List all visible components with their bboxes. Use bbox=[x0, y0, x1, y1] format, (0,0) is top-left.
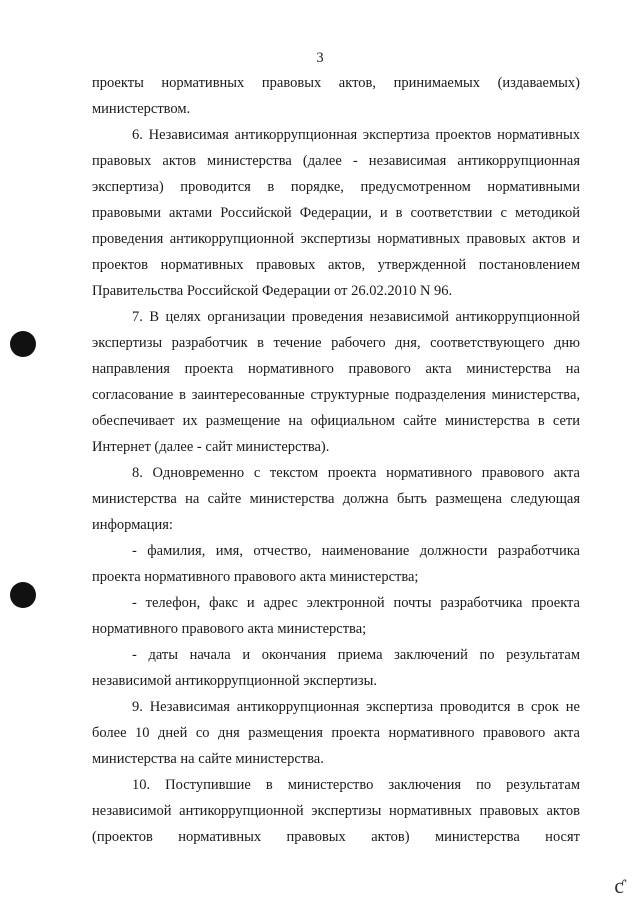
paragraph-item-6: 6. Независимая антикоррупционная экспертиза проектов нормативных правовых актов министерства (далее - независимая антикоррупционная экспертиза) проводится в порядке, предусмотренном нормативными правовыми актами Российской Федерации, и в соответствии с методикой проведения антикоррупционной экспертизы нормативных правовых актов и проектов нормативных правовых актов, утвержденной постановлением Правительства Российской Федерации от 26.02.2010 N 96. bbox=[92, 127, 580, 299]
list-item-developer-contacts: - телефон, факс и адрес электронной почты разработчика проекта нормативного правового акта министерства; bbox=[92, 595, 580, 637]
corner-scribble-mark: ƈ bbox=[614, 873, 624, 898]
list-item-developer-name: - фамилия, имя, отчество, наименование должности разработчика проекта нормативного правового акта министерства; bbox=[92, 543, 580, 585]
paragraph-item-7: 7. В целях организации проведения независимой антикоррупционной экспертизы разработчик в течение рабочего дня, соответствующего дню направления проекта нормативного правового акта министерства на согласование в заинтересованные структурные подразделения министерства, обеспечивает их размещение на официальном сайте министерства в сети Интернет (далее - сайт министерства). bbox=[92, 309, 580, 455]
list-item-dates: - даты начала и окончания приема заключений по результатам независимой антикоррупционной экспертизы. bbox=[92, 647, 580, 689]
paragraph-item-10: 10. Поступившие в министерство заключения по результатам независимой антикоррупционной экспертизы нормативных правовых актов (проектов нормативных правовых актов) министерства носят bbox=[92, 777, 580, 845]
paragraph-continuation: проекты нормативных правовых актов, принимаемых (издаваемых) министерством. bbox=[92, 75, 580, 117]
paragraph-item-9: 9. Независимая антикоррупционная экспертиза проводится в срок не более 10 дней со дня размещения проекта нормативного правового акта министерства на сайте министерства. bbox=[92, 699, 580, 767]
document-body bbox=[92, 70, 580, 850]
punch-hole-bottom bbox=[10, 582, 36, 608]
page-number: 3 bbox=[316, 50, 324, 66]
paragraph-item-8: 8. Одновременно с текстом проекта нормативного правового акта министерства на сайте министерства должна быть размещена следующая информация: bbox=[92, 465, 580, 533]
punch-hole-top bbox=[10, 331, 36, 357]
